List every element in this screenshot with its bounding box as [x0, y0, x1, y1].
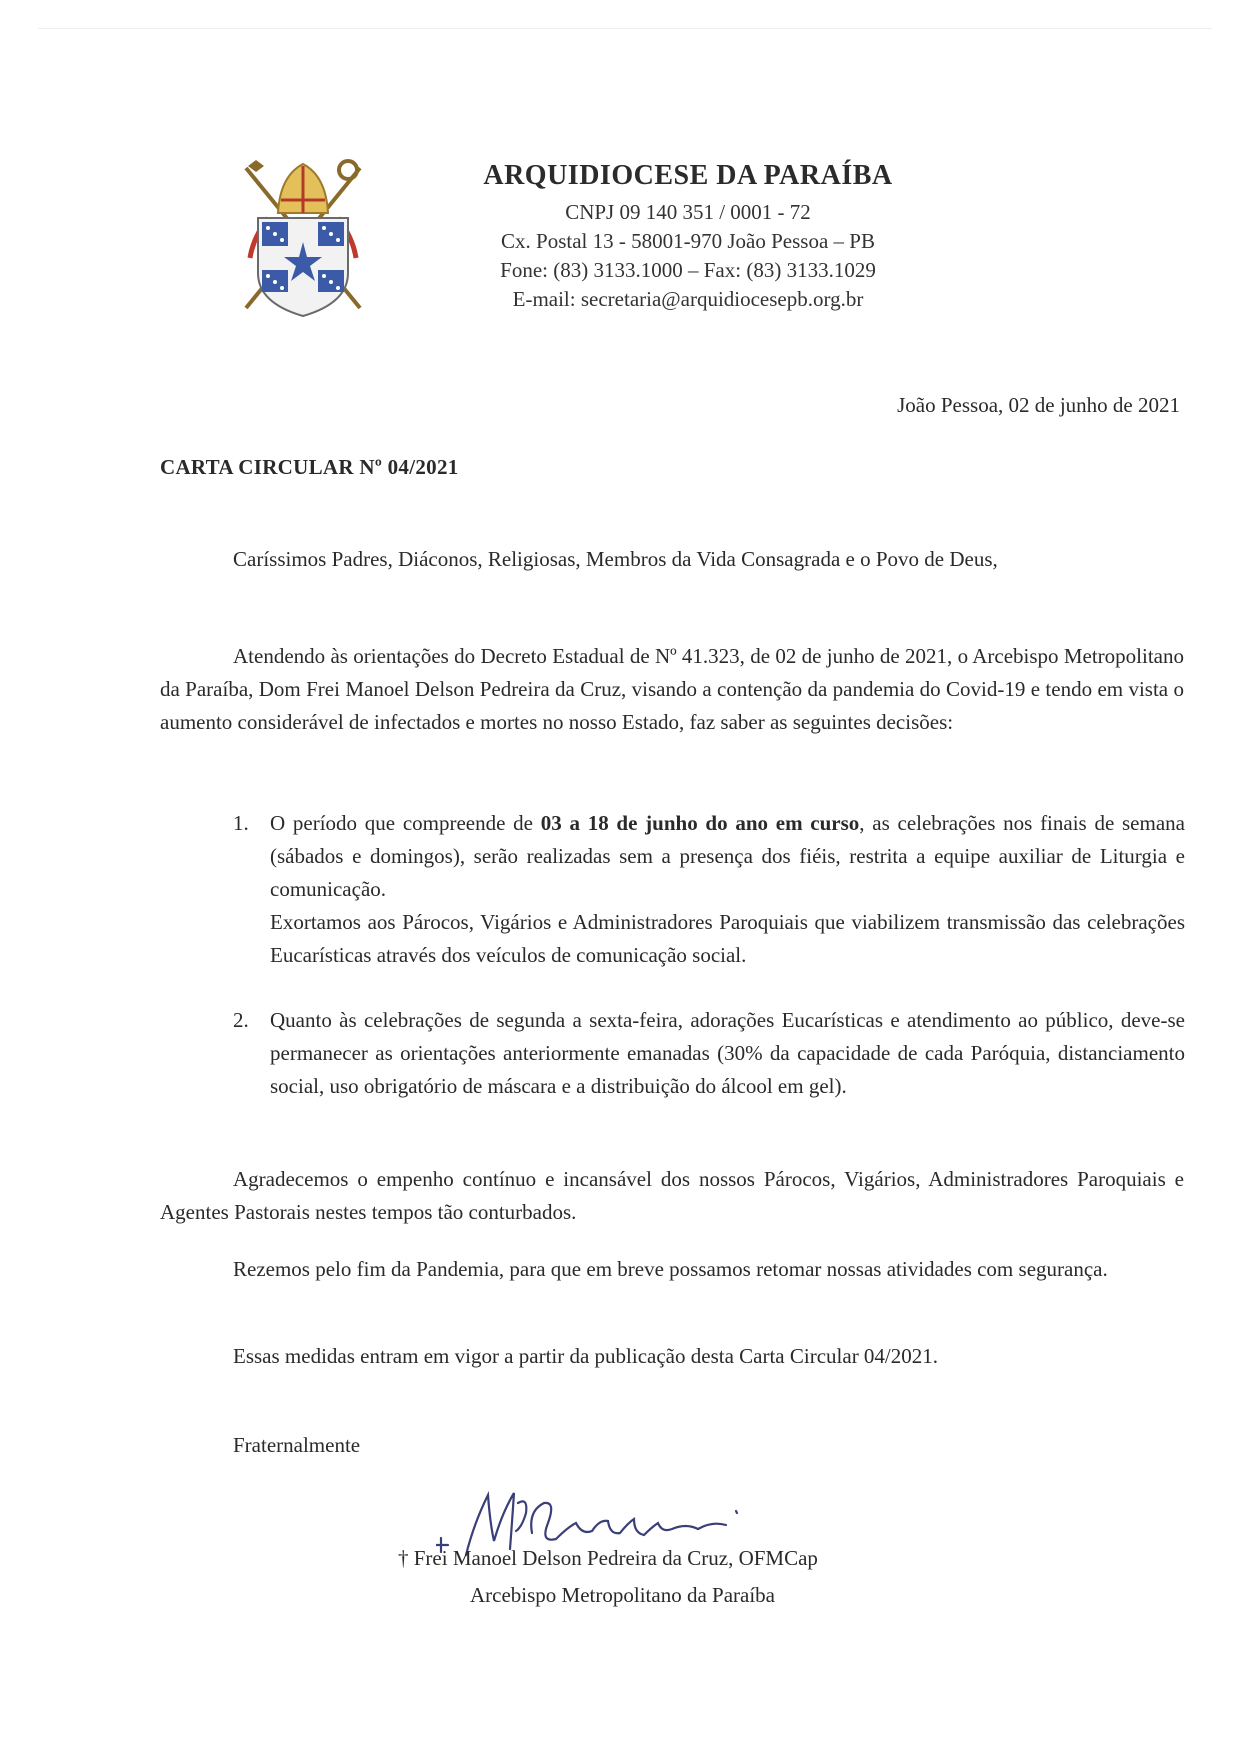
letterhead: [408, 160, 968, 314]
intro-paragraph: [160, 640, 1184, 739]
decision-1-before: O período que compreende de: [270, 811, 541, 835]
thanks-text: Agradecemos o empenho contínuo e incansável dos nossos Párocos, Vigários, Administradores Paroquiais e Agentes Pastorais nestes tempos tão conturbados.: [160, 1167, 1184, 1224]
postal-address: Cx. Postal 13 - 58001-970 João Pessoa – PB: [501, 229, 875, 253]
decision-list-item-2: [233, 1004, 1185, 1103]
salutation: Caríssimos Padres, Diáconos, Religiosas, Membros da Vida Consagrada e o Povo de Deus,: [233, 547, 998, 571]
list-item: [233, 807, 1185, 972]
effect-paragraph: [160, 1340, 1184, 1373]
closing: Fraternalmente: [233, 1433, 361, 1457]
prayer-text: Rezemos pelo fim da Pandemia, para que em breve possamos retomar nossas atividades com segurança.: [233, 1257, 1108, 1281]
thanks-paragraph: [160, 1163, 1184, 1229]
list-number: 2.: [233, 1008, 249, 1032]
list-item: [233, 1004, 1185, 1103]
decision-2-text: Quanto às celebrações de segunda a sexta-feira, adorações Eucarísticas e atendimento ao público, deve-se permanecer as orientações anteriormente emanadas (30% da capacidade de cada Paróquia, distanciamento social, uso obrigatório de máscara e a distribuição do álcool em gel).: [270, 1008, 1185, 1098]
letter-date: João Pessoa, 02 de junho de 2021: [897, 393, 1180, 417]
scan-edge-line: [38, 28, 1212, 29]
cnpj-line: CNPJ 09 140 351 / 0001 - 72: [565, 200, 811, 224]
coat-of-arms-icon: [228, 158, 378, 323]
intro-text: Atendendo às orientações do Decreto Estadual de Nº 41.323, de 02 de junho de 2021, o Arcebispo Metropolitano da Paraíba, Dom Frei Manoel Delson Pedreira da Cruz, visando a contenção da pandemia do Covid-19 e tendo em vista o aumento considerável de infectados e mortes no nosso Estado, faz saber as seguintes decisões:: [160, 644, 1184, 734]
decision-1-extra: Exortamos aos Párocos, Vigários e Administradores Paroquiais que viabilizem transmissão das celebrações Eucarísticas através dos veículos de comunicação social.: [270, 910, 1185, 967]
circular-title: CARTA CIRCULAR Nº 04/2021: [160, 455, 459, 479]
decision-1-text: [270, 807, 1185, 906]
list-number: 1.: [233, 811, 249, 835]
decision-1-after: , as celebrações nos finais de semana (sábados e domingos), serão realizadas sem a presença dos fiéis, restrita a equipe auxiliar de Liturgia e comunicação.: [270, 811, 1185, 901]
prayer-paragraph: [160, 1253, 1184, 1286]
decision-1-bold: 03 a 18 de junho do ano em curso: [540, 811, 860, 835]
effect-text: Essas medidas entram em vigor a partir da publicação desta Carta Circular 04/2021.: [233, 1344, 939, 1368]
organization-name: ARQUIDIOCESE DA PARAÍBA: [483, 160, 893, 191]
signatory-name: † Frei Manoel Delson Pedreira da Cruz, OFMCap: [398, 1546, 818, 1570]
phone-fax: Fone: (83) 3133.1000 – Fax: (83) 3133.1029: [500, 258, 876, 282]
decision-list-item-1: [233, 807, 1185, 972]
email-line: E-mail: secretaria@arquidiocesepb.org.br: [512, 287, 864, 311]
signatory-title: Arcebispo Metropolitano da Paraíba: [470, 1583, 775, 1607]
